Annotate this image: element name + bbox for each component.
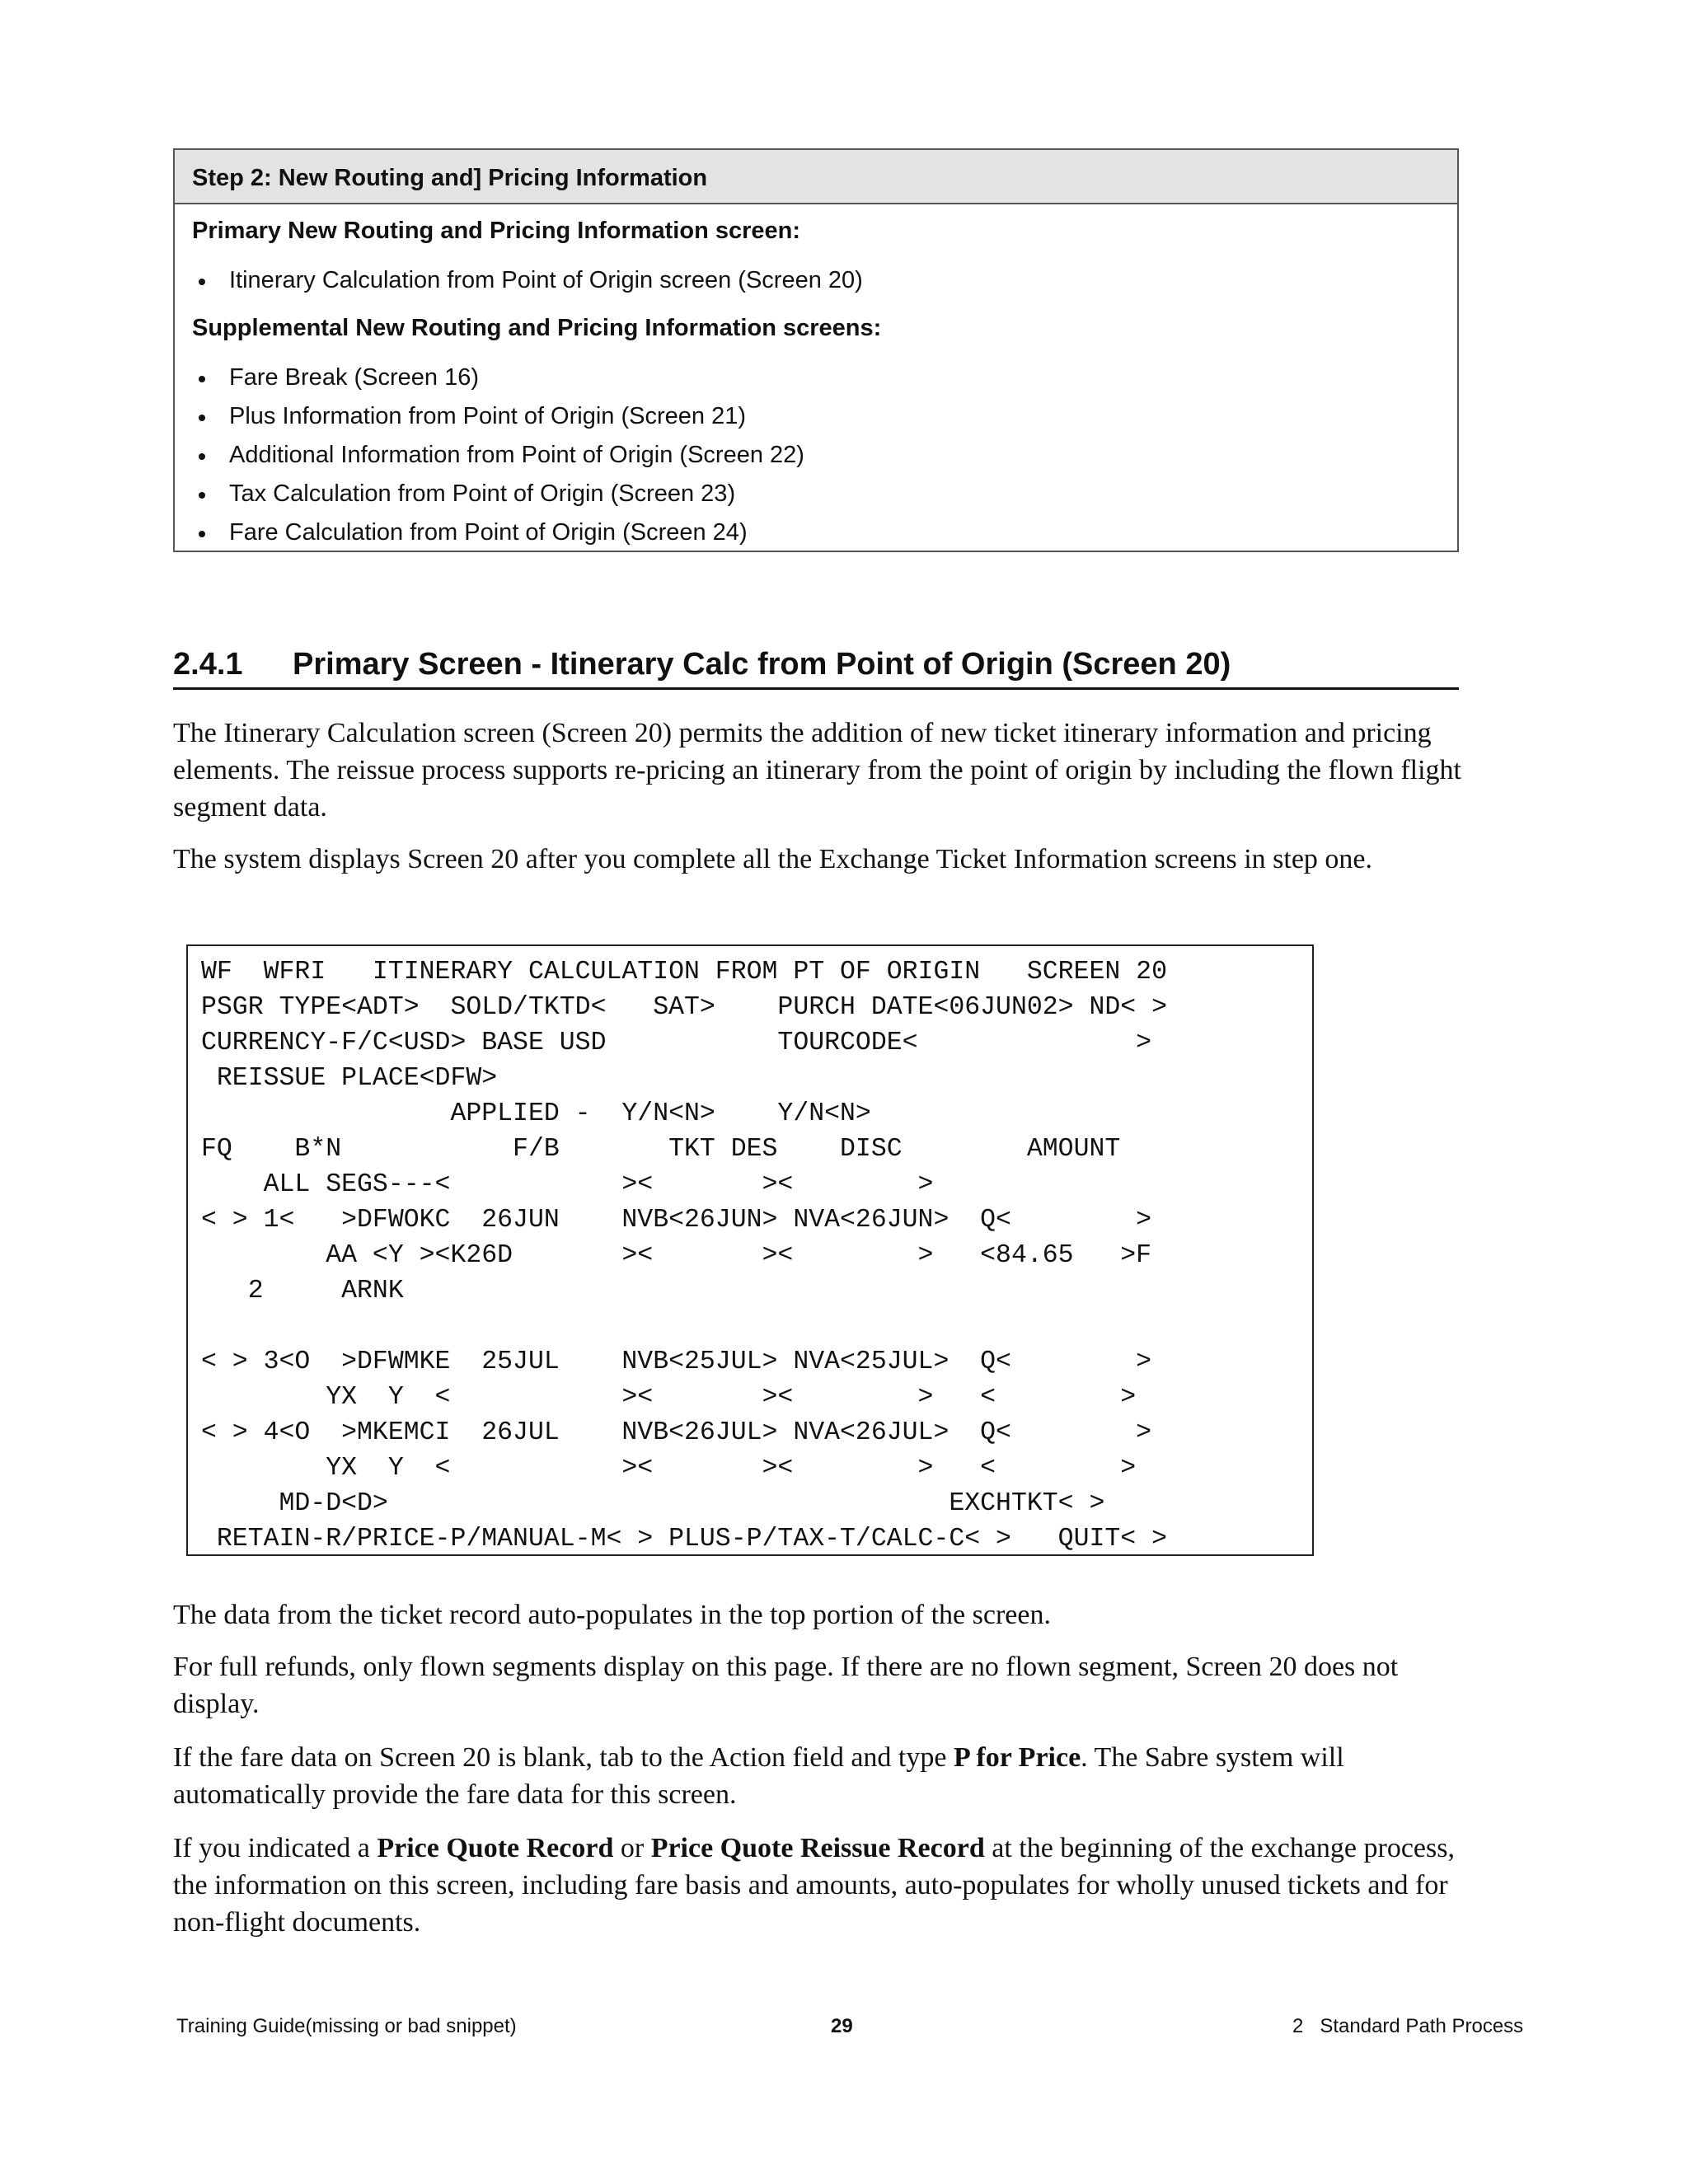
supplemental-screen-list xyxy=(192,359,1457,552)
paragraph-display-info: The system displays Screen 20 after you complete all the Exchange Ticket Information screens in step one. xyxy=(173,844,1372,874)
screen-20-terminal xyxy=(186,944,1314,1556)
list-item: Tax Calculation from Point of Origin (Screen 23) xyxy=(192,475,1457,513)
section-title-text: Primary Screen - Itinerary Calc from Point of Origin (Screen 20) xyxy=(293,647,1231,682)
list-item: Itinerary Calculation from Point of Origin screen (Screen 20) xyxy=(192,261,1457,300)
bold-run: P for Price xyxy=(953,1742,1081,1773)
page-number: 29 xyxy=(831,2015,853,2037)
step-box-header: Step 2: New Routing and] Pricing Information xyxy=(175,150,1457,204)
text-run: at the beginning of the exchange process, the information on this screen, including fare basis and amounts, auto-populates for wholly unused tickets and for non-flight documents. xyxy=(173,1833,1455,1938)
paragraph-blank-fare xyxy=(173,1739,1467,1813)
step-box-body xyxy=(175,204,1457,552)
primary-screen-label: Primary New Routing and Pricing Information screen: xyxy=(192,218,801,244)
text-run: or xyxy=(613,1833,651,1863)
text-run: If the fare data on Screen 20 is blank, tab to the Action field and type xyxy=(173,1742,954,1773)
paragraph-full-refunds: For full refunds, only flown segments display on this page. If there are no flown segment, Screen 20 does not display. xyxy=(173,1652,1399,1719)
step-info-box xyxy=(173,148,1459,552)
section-number: 2.4.1 xyxy=(173,647,243,682)
text-run: If you indicated a xyxy=(173,1833,377,1863)
bold-run: Price Quote Reissue Record xyxy=(650,1833,985,1863)
section-heading xyxy=(173,647,1459,690)
chapter-number: 2 xyxy=(1292,2015,1304,2037)
list-item: Fare Break (Screen 16) xyxy=(192,359,1457,397)
text-run: . The Sabre system will automatically provide the fare data for this screen. xyxy=(173,1742,1344,1810)
list-item: Additional Information from Point of Origin (Screen 22) xyxy=(192,436,1457,475)
paragraph-price-quote xyxy=(173,1830,1467,1941)
paragraph-intro: The Itinerary Calculation screen (Screen 20) permits the addition of new ticket itinerary information and pricing elements. The reissue process supports re-pricing an itinerary from the point of origin by including the flown flight segment data. xyxy=(173,718,1462,823)
list-item: Plus Information from Point of Origin (Screen 21) xyxy=(192,397,1457,436)
bold-run: Price Quote Record xyxy=(377,1833,614,1863)
primary-screen-list xyxy=(192,261,1457,300)
list-item: Fare Calculation from Point of Origin (Screen 24) xyxy=(192,513,1457,552)
terminal-text: WF WFRI ITINERARY CALCULATION FROM PT OF ORIGIN SCREEN 20 PSGR TYPE<ADT> SOLD/TKTD< SAT> PURCH DATE<06JUN02> ND< > CURRENCY-F/C<USD> BASE USD TOURCODE< > REISSUE PLACE<DFW> APPLIED - Y/N<N> Y/N<N> FQ B*N F/B TKT DES DISC AMOUNT ALL SEGS---< >< >< > < > 1< >DFWOKC 26JUN NVB<26JUN> NVA<26JUN> Q< > AA <Y ><K26D >< >< > <84.65 >F 2 ARNK < > 3<O >DFWMKE 25JUL NVB<25JUL> NVA<25JUL> Q< > YX Y < >< >< > < > < > 4<O >MKEMCI 26JUL NVB<26JUL> NVA<26JUL> Q< > YX Y < >< >< > < > MD-D<D> EXCHTKT< > RETAIN-R/PRICE-P/MANUAL-M< > PLUS-P/TAX-T/CALC-C< > QUIT< > xyxy=(201,958,1167,1554)
footer-right xyxy=(1292,2015,1523,2038)
supplemental-screens-label: Supplemental New Routing and Pricing Information screens: xyxy=(192,315,882,341)
footer-left: Training Guide(missing or bad snippet) xyxy=(176,2015,517,2037)
chapter-title: Standard Path Process xyxy=(1320,2015,1524,2037)
paragraph-auto-populate: The data from the ticket record auto-populates in the top portion of the screen. xyxy=(173,1600,1051,1630)
